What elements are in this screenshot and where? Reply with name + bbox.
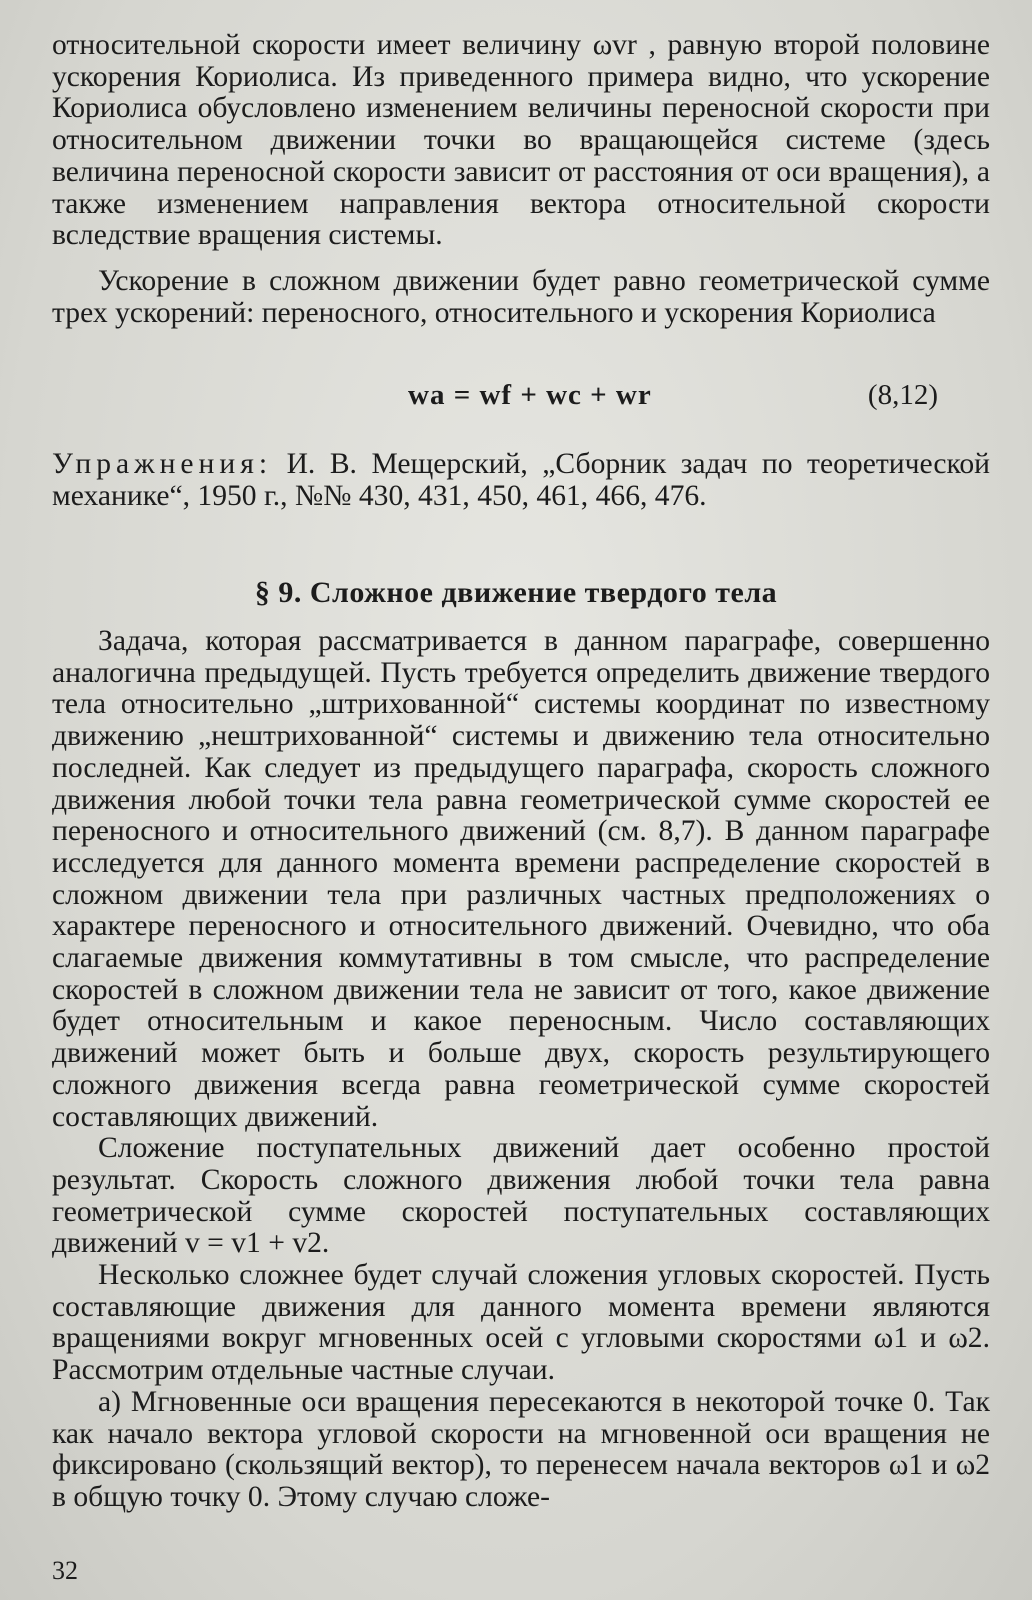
exercises-block	[52, 449, 990, 512]
section-heading: § 9. Сложное движение твердого тела	[254, 576, 778, 609]
formula-8-12	[52, 379, 990, 413]
continuation-paragraph	[52, 30, 990, 252]
formula-number: (8,12)	[867, 379, 938, 411]
exercises-text: И. В. Мещерский, „Сборник задач по теоретической механике“, 1950 г., №№ 430, 431, 450, 461, 466, 476.	[52, 448, 991, 512]
exercises-label: Упражнения:	[52, 448, 273, 480]
page-number: 32	[52, 1556, 78, 1585]
paragraph-translational-addition: Сложение поступательных движений дает особенно простой результат. Скорость сложного движения любой точки тела равна геометрической сумме скоростей поступательных составляющих движений v = v1 + v2.	[52, 1132, 990, 1260]
acceleration-block	[52, 266, 990, 329]
exercises-paragraph	[52, 449, 990, 512]
formula-expression: wa = wf + wc + wr	[408, 379, 652, 411]
paragraph-coriolis-explanation: относительной скорости имеет величину ωvr , равную второй половине ускорения Кориолиса. Из приведенного примера видно, что ускорение Кориолиса обусловлено изменением величины переносной скорости при относительном движении точки во вращающейся системе (здесь величина переносной скорости зависит от расстояния от оси вращения), а также изменением направления вектора относительной скорости вследствие вращения системы.	[52, 29, 990, 252]
section-body	[52, 626, 990, 1514]
paragraph-problem-statement: Задача, которая рассматривается в данном параграфе, совершенно аналогична предыдущей. Пусть требуется определить движение твердого тела относительно „штрихованной“ системы координат по известному движению „нештрихованной“ системы и движению тела относительно последней. Как следует из предыдущего параграфа, скорость сложного движения любой точки тела равна геометрической сумме скоростей ее переносного и относительного движений (см. 8,7). В данном параграфе исследуется для данного момента времени распределение скоростей в сложном движении тела при различных частных предположениях о характере переносного и относительного движений. Очевидно, что оба слагаемые движения коммутативны в том смысле, что распределение скоростей в сложном движении тела не зависит от того, какое движение будет относительным и какое переносным. Число составляющих движений может быть и больше двух, скорость результирующего сложного движения всегда равна геометрической сумме скоростей составляющих движений.	[52, 625, 990, 1133]
paragraph-acceleration-sum: Ускорение в сложном движении будет равно геометрической сумме трех ускорений: переносного, относительного и ускорения Кориолиса	[52, 265, 990, 329]
paragraph-case-a: а) Мгновенные оси вращения пересекаются в некоторой точке 0. Так как начало вектора угловой скорости на мгновенной оси вращения не фиксировано (скользящий вектор), то перенесем начала векторов ω1 и ω2 в общую точку 0. Этому случаю сложе-	[52, 1385, 990, 1513]
paragraph-angular-addition: Несколько сложнее будет случай сложения угловых скоростей. Пусть составляющие движения для данного момента времени являются вращениями вокруг мгновенных осей с угловыми скоростями ω1 и ω2. Рассмотрим отдельные частные случаи.	[52, 1259, 990, 1387]
